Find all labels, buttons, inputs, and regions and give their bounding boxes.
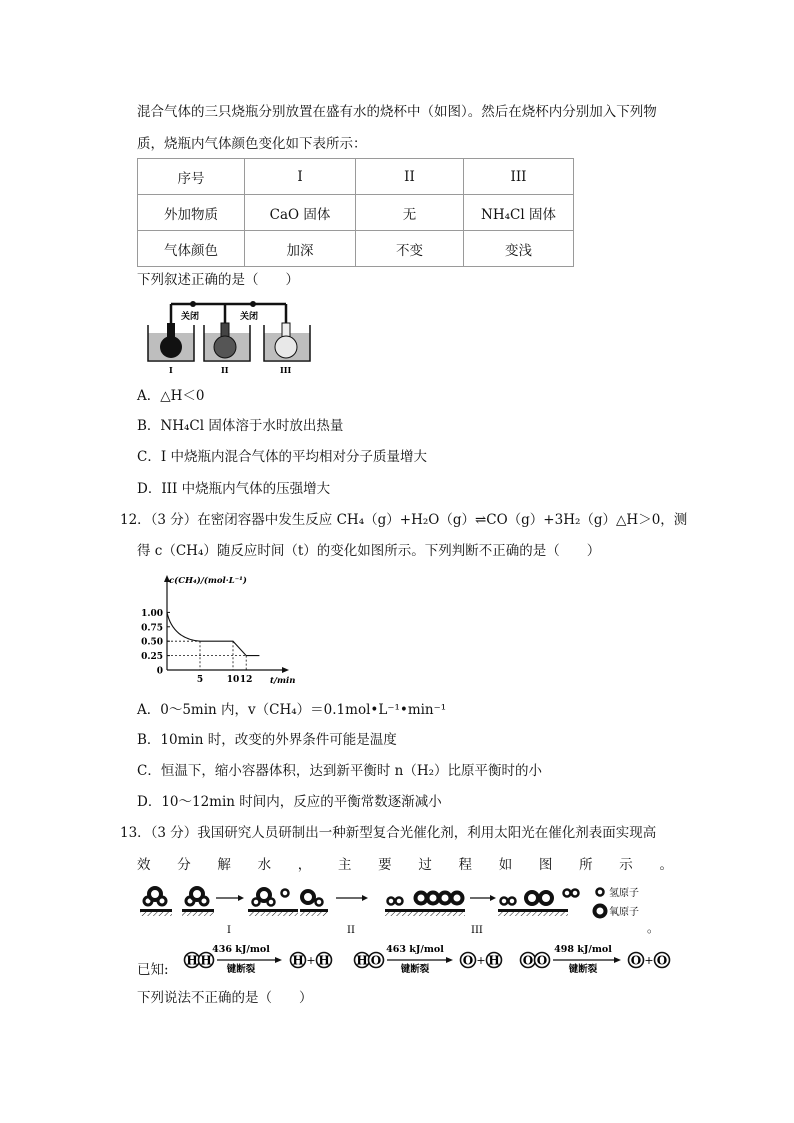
table-cell: I: [245, 159, 356, 195]
legend-oxygen: 氧原子: [609, 907, 639, 918]
table-row: [138, 231, 574, 267]
y-tick-label: 0.50: [141, 637, 163, 648]
svg-text:O: O: [522, 953, 534, 968]
svg-text:键断裂: 键断裂: [400, 964, 430, 975]
table-cell: 无: [356, 195, 464, 231]
svg-text:436 kJ/mol: 436 kJ/mol: [212, 944, 270, 955]
table-cell: 加深: [245, 231, 356, 267]
svg-text:O: O: [536, 953, 548, 968]
table-cell: 气体颜色: [138, 231, 245, 267]
legend-hydrogen: 氢原子: [609, 888, 639, 899]
flask-label: I: [169, 365, 173, 375]
q12-stem-line-2: 得 c（CH₄）随反应时间（t）的变化如图所示。下列判断不正确的是（ ）: [137, 543, 601, 559]
x-tick-label: 12: [239, 675, 253, 685]
water-molecule: [186, 888, 208, 905]
flask-apparatus-figure: [140, 295, 315, 375]
bond-energy-figure: [182, 940, 674, 976]
table-cell: 序号: [138, 159, 245, 195]
bond-equation-ho: [355, 944, 502, 975]
step-label: III: [471, 925, 483, 936]
stem-char: 程: [458, 857, 472, 873]
svg-text:+: +: [306, 954, 316, 967]
q11-option-d: D．III 中烧瓶内气体的压强增大: [137, 481, 331, 497]
stem-char: 图: [538, 857, 553, 873]
stem-char: 效: [137, 857, 151, 873]
stem-char: 分: [177, 857, 191, 873]
svg-text:键断裂: 键断裂: [226, 964, 256, 975]
arrow-icon: [362, 895, 368, 901]
x-axis-arrow-icon: [282, 667, 289, 673]
svg-text:H: H: [488, 953, 500, 968]
q11-option-a: A．△H＜0: [137, 388, 205, 404]
table-cell: 外加物质: [138, 195, 245, 231]
arrow-icon: [275, 957, 282, 963]
y-tick-label: 0: [156, 666, 163, 677]
table-cell: II: [356, 159, 464, 195]
oxygen-atom-icon: [595, 906, 606, 917]
table-row: [138, 159, 574, 195]
stem-char: 主: [337, 857, 352, 873]
ch4-concentration-chart: [138, 572, 298, 690]
q13-stem-line-1: 13．（3 分）我国研究人员研制出一种新型复合光催化剂，利用太阳光在催化剂表面实现高: [120, 825, 657, 841]
valve-label: 关闭: [181, 312, 200, 322]
y-tick-label: 0.75: [141, 623, 163, 634]
svg-text:+: +: [644, 954, 654, 967]
q12-option-a: A．0～5min 内，v（CH₄）＝0.1mol•L⁻¹•min⁻¹: [137, 702, 447, 718]
catalyst-surface: [140, 909, 568, 916]
q11-prompt: 下列叙述正确的是（ ）: [137, 272, 299, 288]
svg-text:O: O: [630, 953, 642, 968]
flask-icon: [275, 336, 297, 358]
intro-line-1: 混合气体的三只烧瓶分别放置在盛有水的烧杯中（如图）。然后在烧杯内分别加入下列物: [137, 104, 657, 120]
table-row: [138, 195, 574, 231]
svg-text:463 kJ/mol: 463 kJ/mol: [386, 944, 444, 955]
svg-text:H: H: [186, 953, 198, 968]
stem-char: 要: [378, 857, 392, 873]
stem-char: ，: [297, 857, 312, 873]
svg-text:O: O: [370, 953, 382, 968]
x-tick-label: 10: [226, 675, 240, 685]
svg-text:H: H: [318, 953, 330, 968]
q11-option-b: B．NH₄Cl 固体溶于水时放出热量: [137, 418, 344, 434]
svg-text:+: +: [476, 954, 486, 967]
q12-option-b: B．10min 时，改变的外界条件可能是温度: [137, 732, 397, 748]
svg-text:498 kJ/mol: 498 kJ/mol: [554, 944, 612, 955]
water-molecule: [144, 888, 166, 905]
svg-text:O: O: [656, 953, 668, 968]
table-cell: 变浅: [464, 231, 574, 267]
svg-text:H: H: [292, 953, 304, 968]
stem-char: 水: [257, 857, 272, 873]
hydrogen-atom-icon: [597, 889, 604, 896]
stem-char: 如: [498, 857, 513, 873]
flask-label: III: [280, 365, 292, 375]
arrow-icon: [490, 895, 496, 901]
svg-text:H: H: [200, 953, 212, 968]
q13-prompt: 下列说法不正确的是（ ）: [137, 990, 313, 1006]
y-tick-label: 1.00: [141, 608, 163, 619]
table-cell: NH₄Cl 固体: [464, 195, 574, 231]
valve-clamp-icon: [250, 301, 256, 307]
color-change-table: [137, 158, 574, 267]
svg-text:O: O: [462, 953, 474, 968]
valve-clamp-icon: [190, 301, 196, 307]
stem-char: 过: [418, 857, 432, 873]
flask-icon: [160, 336, 182, 358]
intro-line-2: 质，烧瓶内气体颜色变化如下表所示：: [137, 136, 367, 152]
arrow-icon: [238, 895, 244, 901]
table-cell: CaO 固体: [245, 195, 356, 231]
valve-label: 关闭: [240, 312, 259, 322]
q12-stem-line-1: 12．（3 分）在密闭容器中发生反应 CH₄（g）+H₂O（g）⇌CO（g）+3H₂（g）△H＞0，测: [120, 512, 688, 528]
bond-equation-hh: [185, 944, 332, 975]
stem-char: 。: [659, 857, 673, 873]
q12-option-d: D．10～12min 时间内，反应的平衡常数逐渐减小: [137, 794, 442, 810]
arrow-icon: [446, 957, 453, 963]
q12-option-c: C．恒温下，缩小容器体积，达到新平衡时 n（H₂）比原平衡时的小: [137, 763, 542, 779]
q13-stem-line-2: [137, 855, 673, 875]
stem-char: 所: [579, 857, 593, 873]
x-tick-label: 5: [196, 675, 204, 685]
x-axis-label: t/min: [270, 676, 296, 686]
step-label: I: [227, 925, 231, 936]
step-label: II: [347, 925, 355, 936]
stem-char: 示: [619, 857, 633, 873]
known-label: 已知:: [137, 962, 169, 978]
flask-label: II: [221, 365, 229, 375]
water-splitting-process-figure: [138, 880, 668, 936]
svg-text:键断裂: 键断裂: [568, 964, 598, 975]
flask-icon: [214, 336, 236, 358]
figure-period: 。: [647, 921, 660, 935]
svg-text:H: H: [356, 953, 368, 968]
y-tick-label: 0.25: [141, 652, 163, 663]
arrow-icon: [614, 957, 621, 963]
stem-char: 解: [217, 857, 231, 873]
y-axis-label: c(CH₄)/(mol·L⁻¹): [169, 576, 247, 586]
bond-equation-oo: [521, 944, 670, 975]
q11-option-c: C．I 中烧瓶内混合气体的平均相对分子质量增大: [137, 449, 427, 465]
table-cell: III: [464, 159, 574, 195]
ch4-series-line: [167, 612, 259, 655]
table-cell: 不变: [356, 231, 464, 267]
